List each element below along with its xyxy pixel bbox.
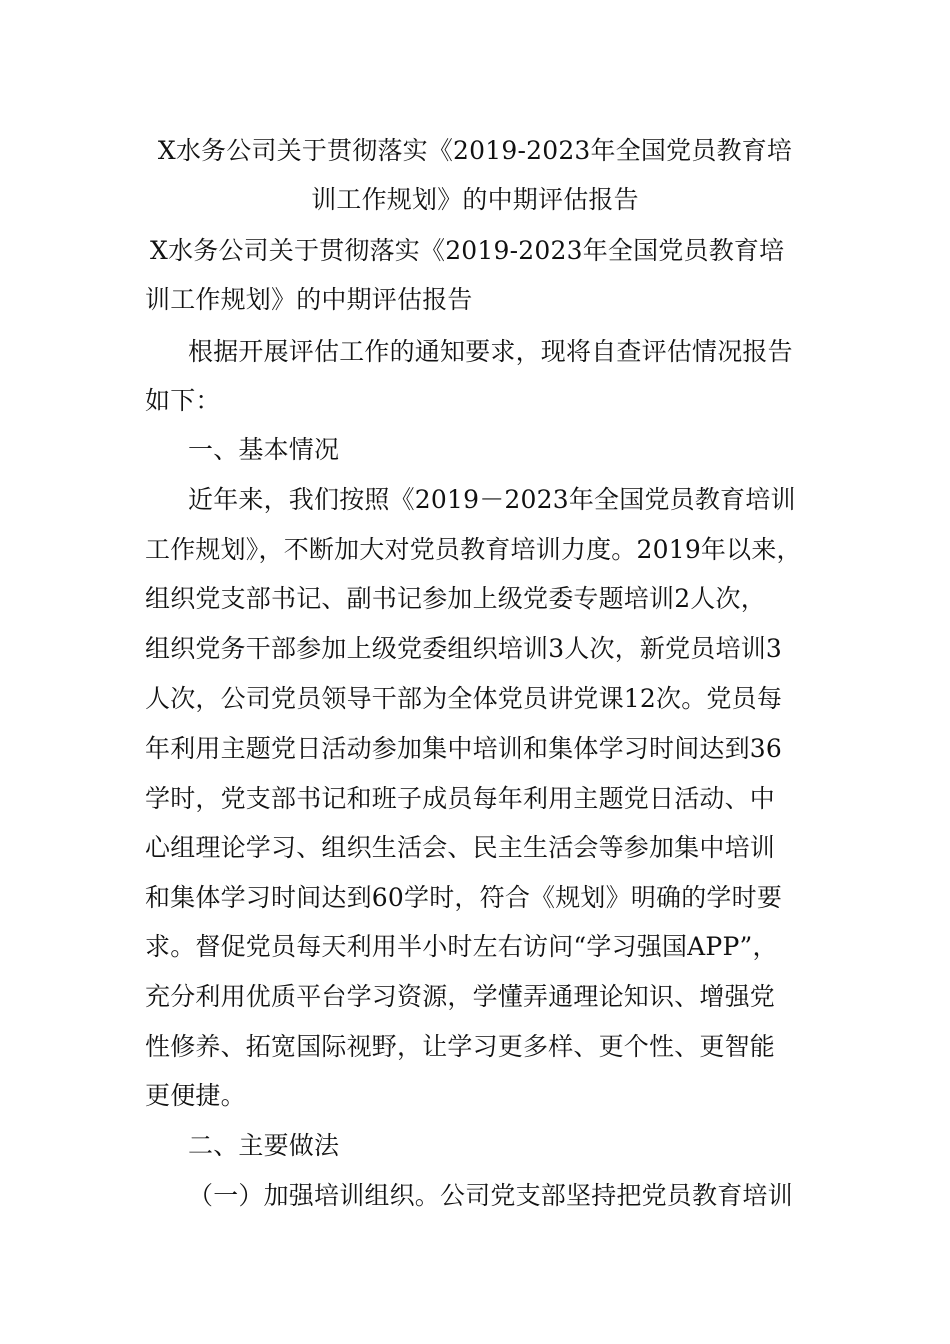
body-line: 求。督促党员每天利用半小时左右访问“学习强国APP”， [145, 932, 778, 961]
body-line: 如下： [145, 386, 221, 415]
body-line: 性修养、拓宽国际视野，让学习更多样、更个性、更智能 [145, 1032, 776, 1061]
body-line: 学时，党支部书记和班子成员每年利用主题党日活动、中 [145, 784, 776, 813]
body-line: 和集体学习时间达到60学时，符合《规划》明确的学时要 [145, 883, 783, 912]
document-title-line-2: 训工作规划》的中期评估报告 [311, 185, 639, 214]
body-line: 年利用主题党日活动参加集中培训和集体学习时间达到36 [145, 734, 783, 763]
body-line: 心组理论学习、组织生活会、民主生活会等参加集中培训 [145, 833, 776, 862]
body-line: 训工作规划》的中期评估报告 [145, 285, 473, 314]
body-line: 组织党支部书记、副书记参加上级党委专题培训2人次， [145, 584, 766, 613]
document-title-line-1: X水务公司关于贯彻落实《2019-2023年全国党员教育培 [157, 136, 793, 165]
body-line: 根据开展评估工作的通知要求，现将自查评估情况报告 [188, 337, 793, 366]
body-line: 工作规划》，不断加大对党员教育培训力度。2019年以来， [145, 535, 802, 564]
body-line: X水务公司关于贯彻落实《2019-2023年全国党员教育培 [150, 236, 785, 265]
section-heading-main-practices: 二、主要做法 [188, 1131, 340, 1160]
body-line: 更便捷。 [145, 1081, 246, 1110]
body-line: 人次，公司党员领导干部为全体党员讲党课12次。党员每 [145, 684, 783, 713]
body-line: 组织党务干部参加上级党委组织培训3人次，新党员培训3 [145, 634, 783, 663]
section-heading-basic: 一、基本情况 [188, 435, 340, 464]
body-line: （一）加强培训组织。公司党支部坚持把党员教育培训 [188, 1181, 793, 1210]
body-line: 充分利用优质平台学习资源，学懂弄通理论知识、增强党 [145, 982, 776, 1011]
body-line: 近年来，我们按照《2019－2023年全国党员教育培训 [188, 485, 796, 514]
